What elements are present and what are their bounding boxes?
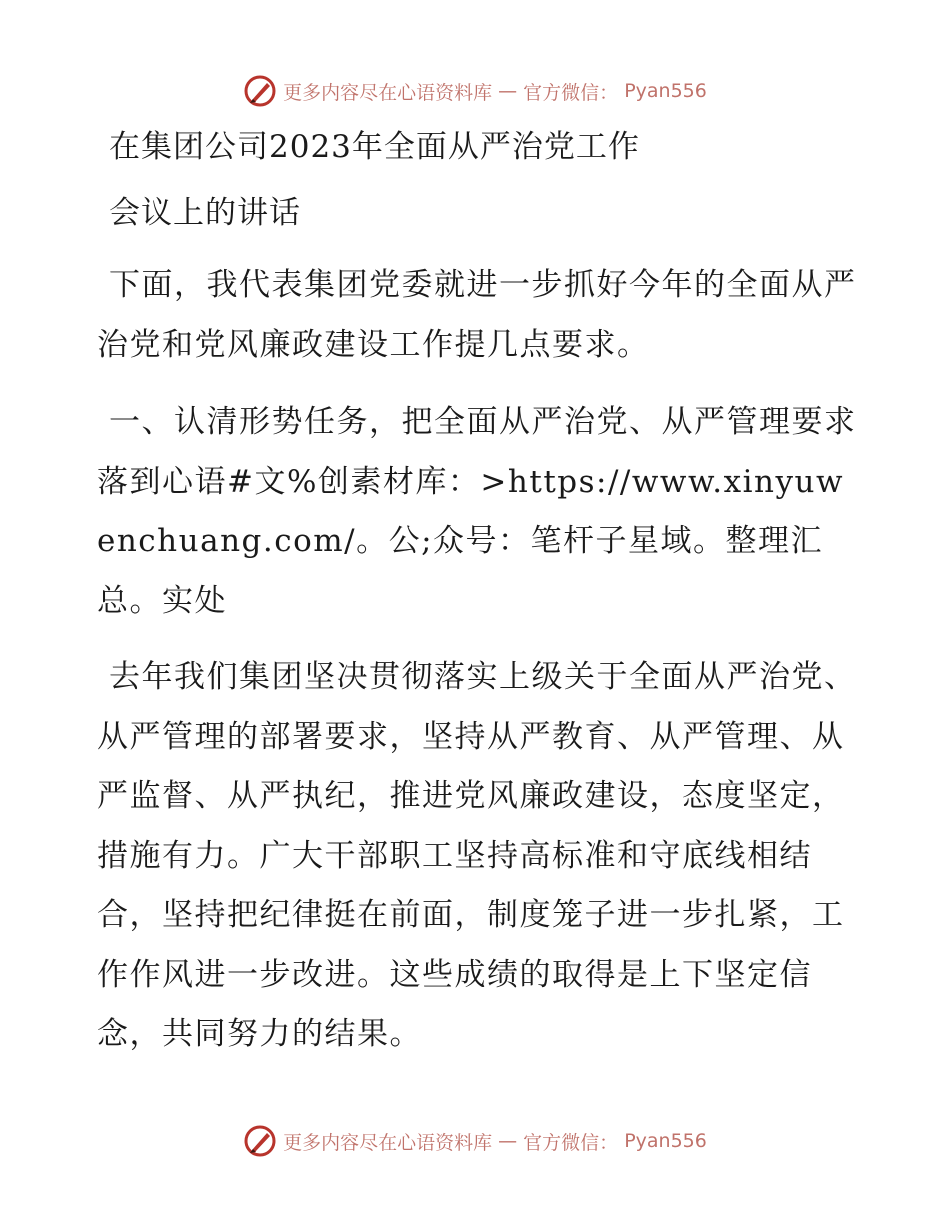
quill-pen-icon bbox=[243, 1124, 277, 1158]
document-title-line-1: 在集团公司2023年全面从严治党工作 bbox=[109, 129, 640, 165]
banner-wechat-id: Pyan556 bbox=[624, 1130, 707, 1152]
banner-slogan: 更多内容尽在心语资料库 bbox=[283, 1131, 493, 1154]
paragraph-section-one: 一、认清形势任务，把全面从严治党、从严管理要求落到心语#文%创素材库：>https://www.xinyuwenchuang.com/。公;众号：笔杆子星域。整理汇总。实处 bbox=[97, 404, 857, 619]
document-body bbox=[97, 125, 857, 1065]
banner-separator: — bbox=[498, 1130, 518, 1152]
banner-slogan: 更多内容尽在心语资料库 bbox=[283, 81, 493, 104]
header-banner bbox=[0, 74, 950, 108]
quill-pen-icon bbox=[243, 74, 277, 108]
banner-wechat-id: Pyan556 bbox=[624, 80, 707, 102]
banner-wechat-label: 官方微信： bbox=[523, 1131, 619, 1154]
footer-banner bbox=[0, 1124, 950, 1158]
banner-wechat-label: 官方微信： bbox=[523, 81, 619, 104]
paragraph-intro: 下面，我代表集团党委就进一步抓好今年的全面从严治党和党风廉政建设工作提几点要求。 bbox=[97, 267, 857, 363]
paragraph-last-year: 去年我们集团坚决贯彻落实上级关于全面从严治党、从严管理的部署要求，坚持从严教育、从严管理、从严监督、从严执纪，推进党风廉政建设，态度坚定，措施有力。广大干部职工坚持高标准和守底线相结合，坚持把纪律挺在前面，制度笼子进一步扎紧，工作作风进一步改进。这些成绩的取得是上下坚定信念，共同努力的结果。 bbox=[97, 659, 857, 1052]
document-title-line-2: 会议上的讲话 bbox=[109, 195, 301, 231]
banner-separator: — bbox=[498, 80, 518, 102]
